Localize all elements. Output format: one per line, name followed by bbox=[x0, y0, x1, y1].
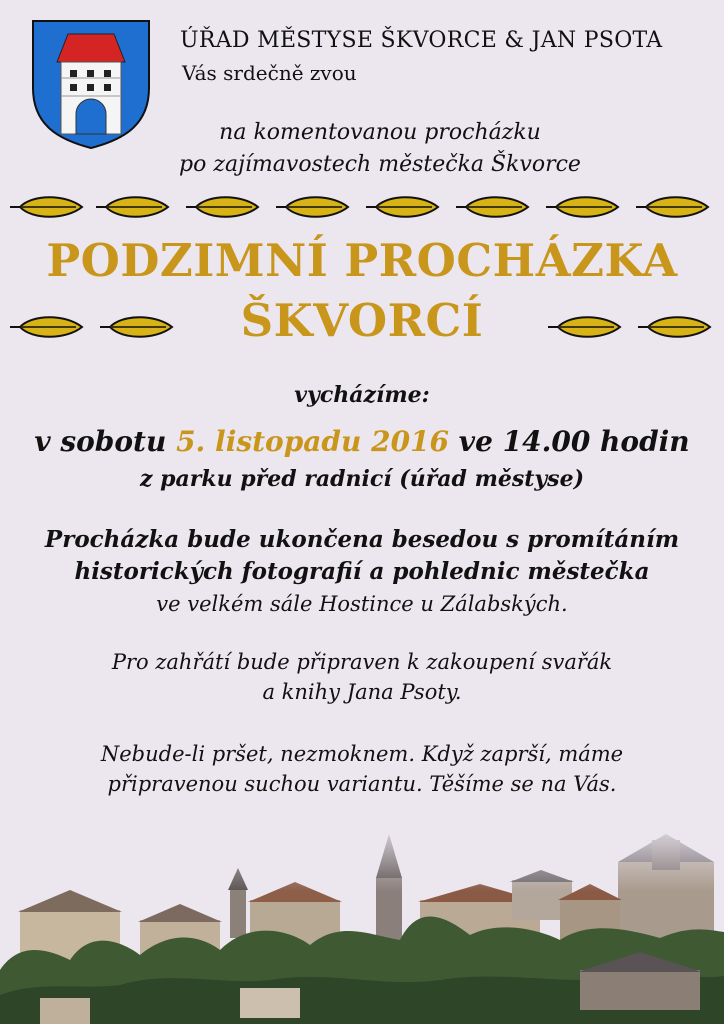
leaf-icon bbox=[456, 192, 530, 222]
paragraph-3-line-2: připravenou suchou variantu. Těšíme se na Vás. bbox=[107, 772, 617, 796]
leaf-icon bbox=[100, 312, 174, 342]
event-title-line-1: PODZIMNÍ PROCHÁZKA bbox=[46, 234, 678, 287]
subtitle-line-1: na komentovanou procházku bbox=[219, 120, 541, 145]
invite-line: Vás srdečně zvou bbox=[182, 61, 357, 85]
paragraph-2-line-1: Pro zahřátí bude připraven k zakoupení svařák bbox=[111, 650, 613, 674]
departure-lead: vycházíme: bbox=[294, 382, 430, 408]
when-suffix: ve 14.00 hodin bbox=[449, 425, 690, 458]
meeting-place: z parku před radnicí (úřad městyse) bbox=[140, 466, 584, 492]
paragraph-2-line-2: a knihy Jana Psoty. bbox=[262, 680, 462, 704]
paragraph-3-line-1: Nebude-li pršet, nezmoknem. Když zaprší, máme bbox=[100, 742, 624, 766]
leaf-icon bbox=[96, 192, 170, 222]
subtitle-line-2: po zajímavostech městečka Škvorce bbox=[179, 152, 581, 177]
leaf-icon bbox=[10, 312, 84, 342]
paragraph-1-line-2: historických fotografií a pohlednic městečka bbox=[74, 558, 650, 585]
leaf-icon bbox=[276, 192, 350, 222]
event-title-line-2: ŠKVORCÍ bbox=[240, 294, 484, 347]
paragraph-1-line-3: ve velkém sále Hostince u Zálabských. bbox=[156, 592, 568, 616]
leaf-icon bbox=[638, 312, 712, 342]
leaf-icon bbox=[548, 312, 622, 342]
leaf-icon bbox=[546, 192, 620, 222]
event-datetime bbox=[0, 425, 724, 458]
leaf-icon bbox=[186, 192, 260, 222]
paragraph-1-line-1: Procházka bude ukončena besedou s promítáním bbox=[44, 526, 680, 553]
leaf-divider-bottom bbox=[0, 312, 724, 342]
leaf-divider-top bbox=[0, 192, 724, 222]
leaf-icon bbox=[636, 192, 710, 222]
event-date: 5. listopadu 2016 bbox=[176, 425, 450, 458]
when-prefix: v sobotu bbox=[34, 425, 177, 458]
town-panorama-illustration bbox=[0, 820, 724, 1024]
leaf-icon bbox=[366, 192, 440, 222]
leaf-icon bbox=[10, 192, 84, 222]
organizers-heading: ÚŘAD MĚSTYSE ŠKVORCE & JAN PSOTA bbox=[180, 28, 663, 53]
